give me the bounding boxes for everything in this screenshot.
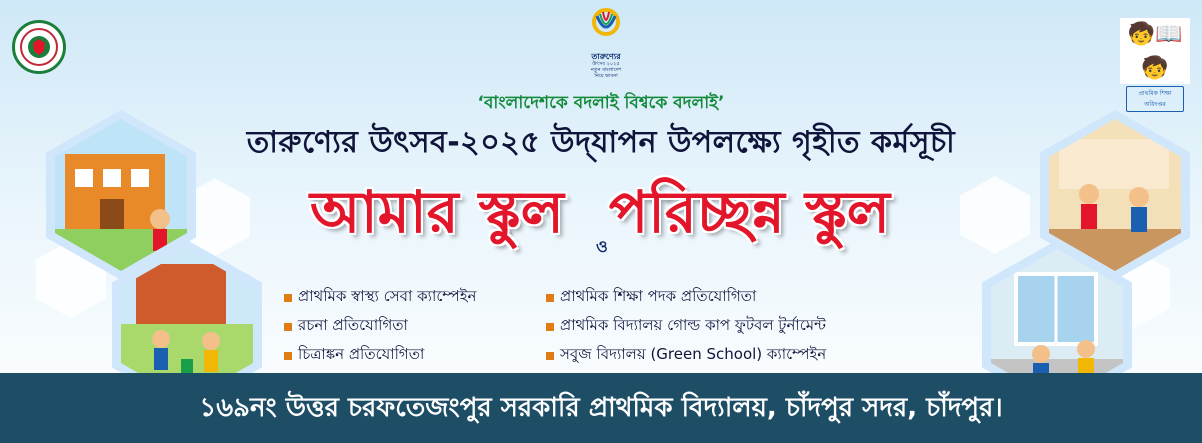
program-item <box>546 312 946 341</box>
program-label: প্রাথমিক শিক্ষা পদক প্রতিযোগিতা <box>560 287 757 305</box>
hex-decoration <box>960 176 1030 254</box>
program-label: রচনা প্রতিযোগিতা <box>298 316 408 334</box>
program-column-left <box>284 283 549 370</box>
program-column-right <box>546 283 946 370</box>
bullet-icon <box>546 294 554 302</box>
main-title-part2: পরিচ্ছন্ন স্কুল <box>608 178 890 246</box>
program-label: চিত্রাঙ্কন প্রতিযোগিতা <box>298 345 425 363</box>
government-seal-icon <box>12 20 66 74</box>
logo-line: উৎসব ২০২৫ <box>592 61 620 67</box>
bullet-icon <box>284 294 292 302</box>
program-item <box>284 283 549 312</box>
logo-line: নতুন বাংলাদেশ <box>590 67 622 73</box>
logo-line: নিয়ে ভাবনা <box>594 73 618 79</box>
program-label: প্রাথমিক স্বাস্থ্য সেবা ক্যাম্পেইন <box>298 287 477 305</box>
logo-title: তারুণ্যের <box>591 52 621 61</box>
bullet-icon <box>284 352 292 360</box>
footer-bar <box>0 373 1202 443</box>
program-item <box>284 341 549 370</box>
children-reading-icon: 🧒📖🧒 <box>1127 22 1183 81</box>
bullet-icon <box>546 352 554 360</box>
program-label: সবুজ বিদ্যালয় (Green School) ক্যাম্পেইন <box>560 345 827 363</box>
program-label: প্রাথমিক বিদ্যালয় গোল্ড কাপ ফুটবল টুর্নামেন্ট <box>560 316 826 334</box>
program-item <box>284 312 549 341</box>
title-conjunction: ও <box>596 237 608 256</box>
youth-festival-logo-icon <box>578 8 634 79</box>
bullet-icon <box>546 323 554 331</box>
primary-education-logo-icon <box>1120 18 1190 108</box>
school-name: ১৬৯নং উত্তর চরফতেজংপুর সরকারি প্রাথমিক বিদ্যালয়, চাঁদপুর সদর, চাঁদপুর। <box>199 393 1003 423</box>
bullet-icon <box>284 323 292 331</box>
program-item <box>546 341 946 370</box>
main-title-part1: আমার স্কুল <box>310 178 564 246</box>
headline: তারুণ্যের উৎসব-২০২৫ উদ্‌যাপন উপলক্ষ্যে গৃহীত কর্মসূচী <box>246 125 956 160</box>
logo-label: প্রাথমিক শিক্ষা অধিদপ্তর <box>1126 86 1184 112</box>
program-item <box>546 283 946 312</box>
slogan: ‘বাংলাদেশকে বদলাই বিশ্বকে বদলাই’ <box>477 93 725 113</box>
